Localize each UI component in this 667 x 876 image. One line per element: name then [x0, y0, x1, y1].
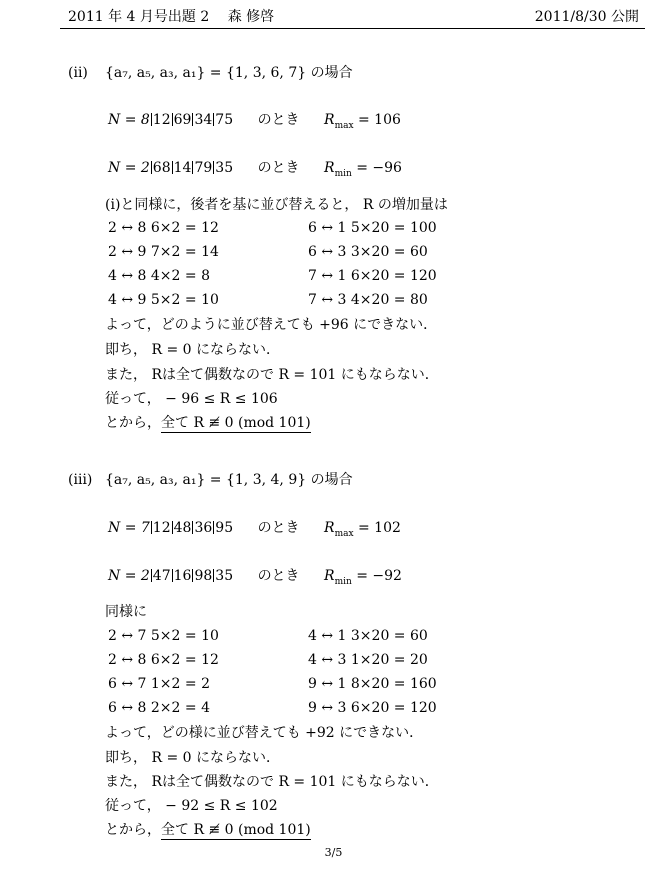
n-max-part: 12	[152, 112, 171, 128]
r-min-sub: min	[334, 577, 352, 587]
swap-row	[0, 267, 667, 285]
r-min-label: R	[324, 568, 335, 584]
swap-left: 2 ↔ 7 5×2 = 10	[108, 628, 219, 644]
n-min-prefix: N = 2	[108, 160, 150, 176]
n-max-part: 95	[215, 520, 234, 536]
n-max-prefix: N = 7	[108, 520, 150, 536]
section-number: (ⅱ)	[68, 65, 88, 81]
swap-right: 9 ↔ 3 6×20 = 120	[308, 700, 437, 716]
swap-right: 4 ↔ 1 3×20 = 60	[308, 628, 428, 644]
final-prefix: とから，	[105, 822, 161, 838]
r-max-sub: max	[334, 529, 354, 539]
swap-right: 7 ↔ 3 4×20 = 80	[308, 292, 428, 308]
swap-left: 2 ↔ 8 6×2 = 12	[108, 652, 219, 668]
swap-left: 2 ↔ 8 6×2 = 12	[108, 220, 219, 236]
set-condition: {a₇, a₅, a₃, a₁} = {1, 3, 4, 9} の場合	[105, 472, 353, 488]
swap-right: 4 ↔ 3 1×20 = 20	[308, 652, 428, 668]
swap-right: 9 ↔ 1 8×20 = 160	[308, 676, 437, 692]
n-max-part: 12	[152, 520, 171, 536]
set-condition: {a₇, a₅, a₃, a₁} = {1, 3, 6, 7} の場合	[105, 65, 353, 81]
r-max-value: = 102	[358, 520, 401, 536]
n-max-line	[108, 111, 401, 131]
swap-row	[0, 627, 667, 645]
r-max-value: = 106	[358, 112, 401, 128]
swap-row	[0, 243, 667, 261]
swap-right: 6 ↔ 3 3×20 = 60	[308, 244, 428, 260]
swap-row	[0, 219, 667, 237]
n-max-part: 36	[194, 520, 213, 536]
final-underlined: 全て R ≢ 0 (mod 101)	[161, 415, 311, 431]
n-max-part: 69	[173, 112, 192, 128]
header-rule	[60, 28, 645, 29]
intro-text: 同様に	[105, 604, 147, 620]
n-max-part: 75	[215, 112, 234, 128]
n-min-prefix: N = 2	[108, 568, 150, 584]
final-statement	[105, 821, 311, 839]
conclusion-line: また， Rは全て偶数なので R = 101 にもならない．	[105, 367, 439, 383]
header-left: 2011 年 4 月号出題 2 森 修啓	[68, 9, 275, 25]
final-statement	[105, 414, 311, 432]
swap-left: 2 ↔ 9 7×2 = 14	[108, 244, 219, 260]
r-min-value: = −96	[356, 160, 402, 176]
swap-row	[0, 651, 667, 669]
swap-left: 4 ↔ 8 4×2 = 8	[108, 268, 210, 284]
n-min-tail: のとき	[257, 568, 300, 584]
n-min-part: 47	[152, 568, 171, 584]
conclusion-line: 即ち， R = 0 にならない．	[105, 342, 280, 358]
conclusion-line: 従って， − 96 ≤ R ≤ 106	[105, 391, 278, 407]
n-max-tail: のとき	[257, 112, 300, 128]
r-min-sub: min	[334, 169, 352, 179]
section-number: (ⅲ)	[68, 472, 93, 488]
swap-left: 6 ↔ 8 2×2 = 4	[108, 700, 210, 716]
r-min-label: R	[324, 160, 335, 176]
n-min-part: 68	[152, 160, 171, 176]
conclusion-line: 即ち， R = 0 にならない．	[105, 750, 280, 766]
n-min-part: 98	[194, 568, 213, 584]
swap-row	[0, 699, 667, 717]
r-max-label: R	[324, 112, 335, 128]
swap-right: 7 ↔ 1 6×20 = 120	[308, 268, 437, 284]
conclusion-line: 従って， − 92 ≤ R ≤ 102	[105, 798, 278, 814]
header-right: 2011/8/30 公開	[534, 9, 639, 25]
n-min-line	[108, 159, 402, 179]
swap-row	[0, 291, 667, 309]
conclusion-line: よって，どの様に並び替えても +92 にできない．	[105, 725, 424, 741]
n-min-part: 14	[173, 160, 192, 176]
r-max-sub: max	[334, 121, 354, 131]
n-max-part: 48	[173, 520, 192, 536]
swap-row	[0, 675, 667, 693]
n-min-part: 35	[215, 160, 234, 176]
conclusion-line: また， Rは全て偶数なので R = 101 にもならない．	[105, 774, 439, 790]
swap-left: 4 ↔ 9 5×2 = 10	[108, 292, 219, 308]
conclusion-line: よって，どのように並び替えても +96 にできない．	[105, 317, 438, 333]
n-min-part: 16	[173, 568, 192, 584]
r-max-label: R	[324, 520, 335, 536]
n-min-part: 35	[215, 568, 234, 584]
n-max-part: 34	[194, 112, 213, 128]
r-min-value: = −92	[356, 568, 402, 584]
n-min-line	[108, 567, 402, 587]
final-prefix: とから，	[105, 415, 161, 431]
n-min-tail: のとき	[257, 160, 300, 176]
swap-left: 6 ↔ 7 1×2 = 2	[108, 676, 210, 692]
swap-right: 6 ↔ 1 5×20 = 100	[308, 220, 437, 236]
n-max-tail: のとき	[257, 520, 300, 536]
n-max-prefix: N = 8	[108, 112, 150, 128]
page-number: 3/5	[324, 846, 343, 859]
n-max-line	[108, 519, 401, 539]
final-underlined: 全て R ≢ 0 (mod 101)	[161, 822, 311, 838]
intro-text: (ⅰ)と同様に，後者を基に並び替えると， R の増加量は	[105, 197, 448, 213]
n-min-part: 79	[194, 160, 213, 176]
